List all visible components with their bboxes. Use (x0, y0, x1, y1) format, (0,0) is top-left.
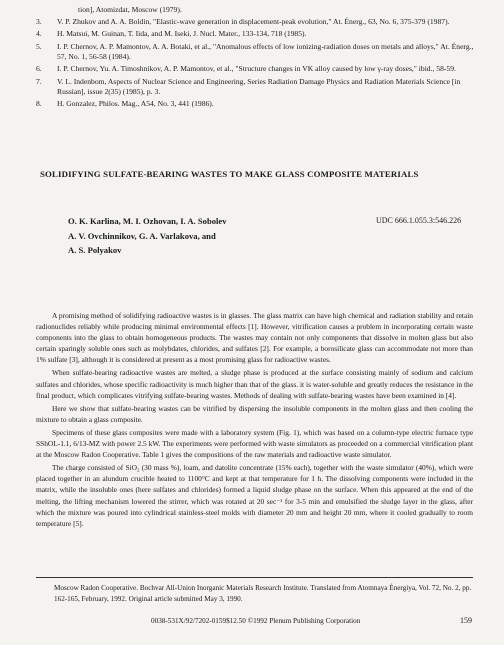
reference-item (36, 64, 476, 75)
reference-text: I. P. Chernov, A. P. Mamontov, A. A. Botaki, et al., "Anomalous effects of low ionizing-radiation doses on metals and alloys," At. Énerg., 57, No. 1, 56-58 (1984). (57, 41, 474, 62)
body-paragraph: Here we show that sulfate-bearing wastes can be vitrified by dispersing the insoluble components in the molten glass and then cooling the mixture to obtain a glass composite. (36, 403, 473, 424)
footnote: Moscow Radon Cooperative. Bochvar All-Union Inorganic Materials Research Institute. Translated from Atomnaya Énergiya, Vol. 72, No. 2, pp. 162-165, February, 1992. Original article submitted May 3, 1990. (54, 584, 472, 603)
reference-text: I. P. Chernov, Yu. A. Timoshnikov, A. P. Mamontov, et al., "Structure changes in VK alloy caused by low γ-ray doses," ibid., 58-59. (57, 64, 456, 74)
reference-item (36, 42, 476, 63)
body-paragraph: A promising method of solidifying radioactive wastes is in glasses. The glass matrix can have high chemical and radiation stability and retain radionuclides reliably while producing minimal environmental effects [1]. However, vitrification causes a problem in incorporating certain waste components into the glass to obtain homogeneous products. The wastes may contain not only components that dissolve in molten glass but also certain sparingly soluble ones such as molybdates, chlorides, and sulfates [2]. For example, a borosilicate glass can accommodate not more than 1% sulfate [3], although it is considered at present as a most promising glass for radioactive wastes. (36, 311, 473, 365)
article-body (36, 310, 473, 531)
copyright-line: 0038-531X/92/7202-0159$12.50 ©1992 Plenum Publishing Corporation (151, 617, 361, 625)
author-line: A. V. Ovchinnikov, G. A. Varlakova, and (68, 230, 216, 241)
reference-item (36, 99, 476, 110)
reference-number: 7. (36, 76, 42, 86)
body-paragraph: The charge consisted of SiO₂ (30 mass %), loam, and datolite concentrate (15% each), together with the waste simulator (40%), which were placed together in an alundum crucible heated to 1100°C and kept at that temperature for 1 h. The dissolving components were included in the matrix, while the insoluble ones (here sulfates and chlorides) formed a liquid sludge phase on the surface. When this appeared at the end of the melting, the lifting mechanism lowered the stirrer, which was rotated at 20 sec⁻¹ for 3-5 min and emulsified the sludge layer in the glass, after which the mixture was poured into cylindrical stainless-steel molds with diameter 20 mm and height 20 mm, where it cooled gradually to room temperature [5]. (36, 463, 473, 528)
reference-number: 6. (36, 64, 42, 74)
reference-text: V. P. Zhukov and A. A. Boldin, "Elastic-wave generation in displacement-peak evolution," At. Énerg., 63, No. 6, 375-379 (1987). (57, 17, 450, 27)
reference-item (36, 5, 476, 16)
reference-number: 5. (36, 41, 42, 51)
author-list (68, 214, 328, 258)
reference-item (36, 17, 476, 28)
author-line: O. K. Karlina, M. I. Ozhovan, I. A. Sobolev (68, 216, 227, 226)
author-line: A. S. Polyakov (68, 245, 122, 256)
body-paragraph: Specimens of these glass composites were made with a laboratory system (Fig. 1), which was based on a column-type electric furnace type SShOL-1.1, 6/13-MZ with power 2.5 kW. The experiments were performed with waste simulators as proceeded on a commercial vitrification plant at the Moscow Radon Cooperative. Table 1 gives the compositions of the raw materials and radioactive waste simulator. (36, 427, 473, 460)
reference-number: 8. (36, 99, 42, 109)
footnote-divider (36, 577, 473, 578)
udc-classification: UDC 666.1.055.3:546.226 (376, 216, 462, 225)
body-paragraph: When sulfate-bearing radioactive wastes are melted, a sludge phase is produced at the surface consisting mainly of sodium and calcium sulfates and chlorides, whose specific radioactivity is much higher than that of the glass. it is water-soluble and greatly reduces the resistance in the final product, which complicates vitrifying sulfate-bearing wastes. Methods of dealing with sulfate-bearing wastes have been examined in [4]. (36, 368, 473, 400)
reference-item (36, 77, 476, 98)
reference-number: 3. (36, 17, 42, 27)
article-title: SOLIDIFYING SULFATE-BEARING WASTES TO MAKE GLASS COMPOSITE MATERIALS (40, 169, 419, 179)
reference-number: 4. (36, 29, 42, 39)
page-number: 159 (460, 616, 472, 625)
reference-list (36, 5, 476, 112)
reference-item (36, 29, 476, 40)
reference-text: tion], Atomizdat, Moscow (1979). (78, 5, 182, 14)
reference-text: V. L. Indenbom, Aspects of Nuclear Science and Engineering, Series Radiation Damage Physics and Radiation Materials Science [in Russian], issue 2(35) (1985), p. 3. (57, 76, 461, 97)
reference-text: H. Gonzalez, Philos. Mag., A54, No. 3, 441 (1986). (57, 99, 214, 109)
reference-text: H. Matsui, M. Guinan, T. Iida, and M. Iseki, J. Nucl. Mater., 133-134, 718 (1985). (57, 29, 307, 39)
reference-number (36, 5, 57, 16)
